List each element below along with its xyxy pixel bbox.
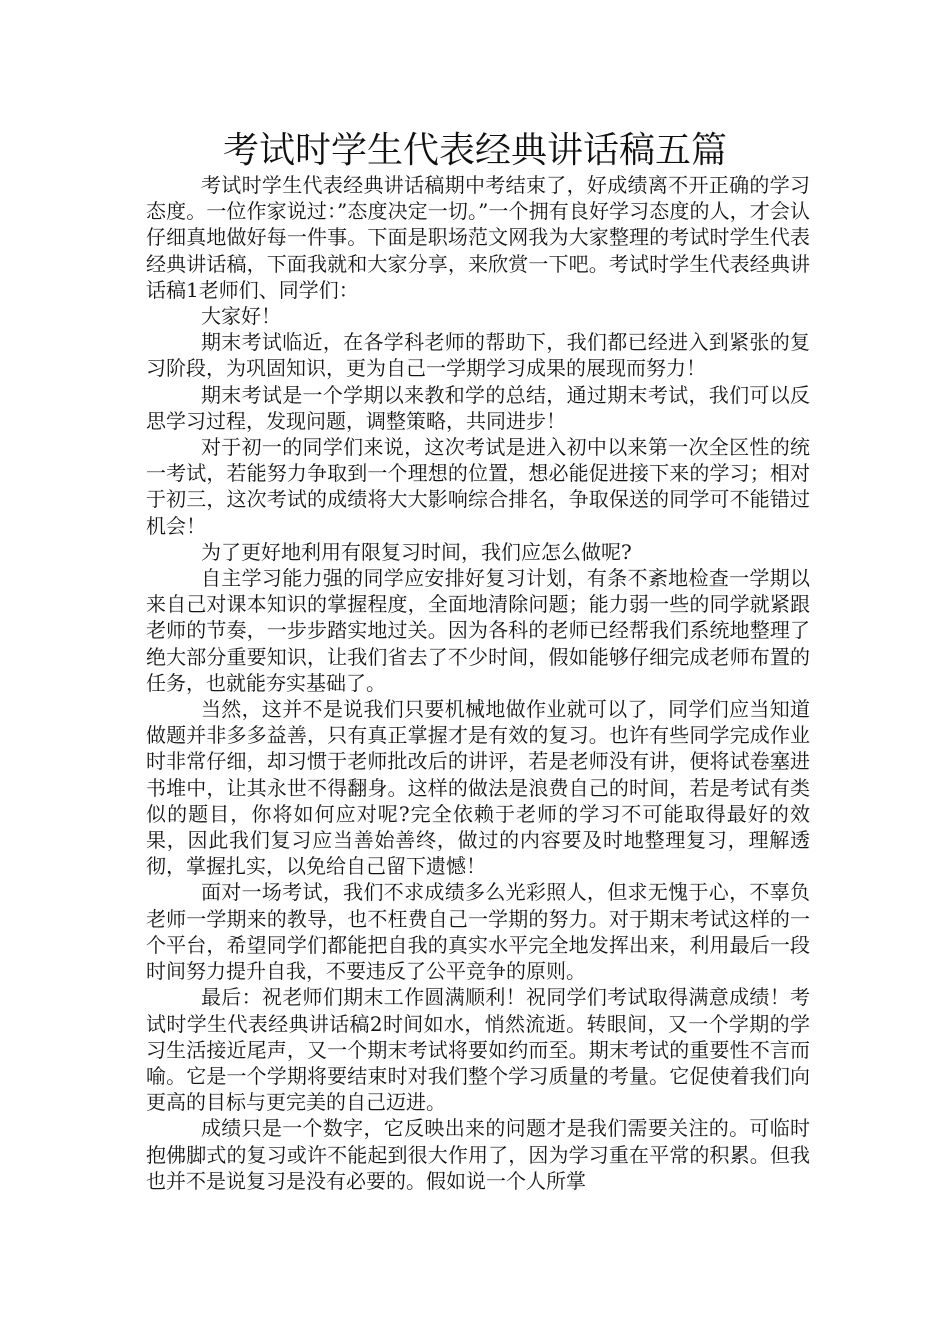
paragraph: 对于初一的同学们来说，这次考试是进入初中以来第一次全区性的统一考试，若能努力争取到一个理想的位置，想必能促进接下来的学习；相对于初三，这次考试的成绩将大大影响综合排名，争取保送的同学可不能错过机会！ (146, 435, 810, 538)
paragraph: 自主学习能力强的同学应安排好复习计划，有条不紊地检查一学期以来自己对课本知识的掌握程度，全面地清除问题；能力弱一些的同学就紧跟老师的节奏，一步步踏实地过关。因为各科的老师已经帮我们系统地整理了绝大部分重要知识，让我们省去了不少时间，假如能够仔细完成老师布置的任务，也就能夯实基础了。 (146, 566, 810, 695)
paragraph: 最后：祝老师们期末工作圆满顺利！祝同学们考试取得满意成绩！考试时学生代表经典讲话稿2时间如水，悄然流逝。转眼间，又一个学期的学习生活接近尾声，又一个期末考试将要如约而至。期末考试的重要性不言而喻。它是一个学期将要结束时对我们整个学习质量的考量。它促使着我们向更高的目标与更完美的自己迈进。 (146, 985, 810, 1115)
paragraph: 考试时学生代表经典讲话稿期中考结束了，好成绩离不开正确的学习态度。一位作家说过：”态度决定一切。”一个拥有良好学习态度的人，才会认仔细真地做好每一件事。下面是职场范文网我为大家整理的考试时学生代表经典讲话稿，下面我就和大家分享，来欣赏一下吧。考试时学生代表经典讲话稿1老师们、同学们： (146, 173, 810, 302)
paragraph: 面对一场考试，我们不求成绩多么光彩照人，但求无愧于心，不辜负老师一学期来的教导，也不枉费自己一学期的努力。对于期末考试这样的一个平台，希望同学们都能把自我的真实水平完全地发挥出来，利用最后一段时间努力提升自我，不要违反了公平竞争的原则。 (146, 880, 810, 984)
paragraph: 期末考试是一个学期以来教和学的总结，通过期末考试，我们可以反思学习过程，发现问题，调整策略，共同进步！ (146, 382, 810, 433)
paragraph: 为了更好地利用有限复习时间，我们应怎么做呢? (201, 539, 632, 564)
document-title: 考试时学生代表经典讲话稿五篇 (222, 130, 727, 171)
document-body (146, 172, 810, 1194)
paragraph: 期末考试临近，在各学科老师的帮助下，我们都已经进入到紧张的复习阶段，为巩固知识，更为自己一学期学习成果的展现而努力！ (146, 330, 810, 381)
paragraph: 大家好！ (201, 304, 281, 329)
paragraph: 当然，这并不是说我们只要机械地做作业就可以了，同学们应当知道做题并非多多益善，只有真正掌握才是有效的复习。也许有些同学完成作业时非常仔细，却习惯于老师批改后的讲评，若是老师没有讲，便将试卷塞进书堆中，让其永世不得翻身。这样的做法是浪费自己的时间，若是考试有类似的题目，你将如何应对呢?完全依赖于老师的学习不可能取得最好的效果，因此我们复习应当善始善终，做过的内容要及时地整理复习，理解透彻，掌握扎实，以免给自己留下遗憾！ (146, 697, 810, 879)
paragraph: 成绩只是一个数字，它反映出来的问题才是我们需要关注的。可临时抱佛脚式的复习或许不能起到很大作用了，因为学习重在平常的积累。但我也并不是说复习是没有必要的。假如说一个人所掌 (146, 1116, 810, 1193)
